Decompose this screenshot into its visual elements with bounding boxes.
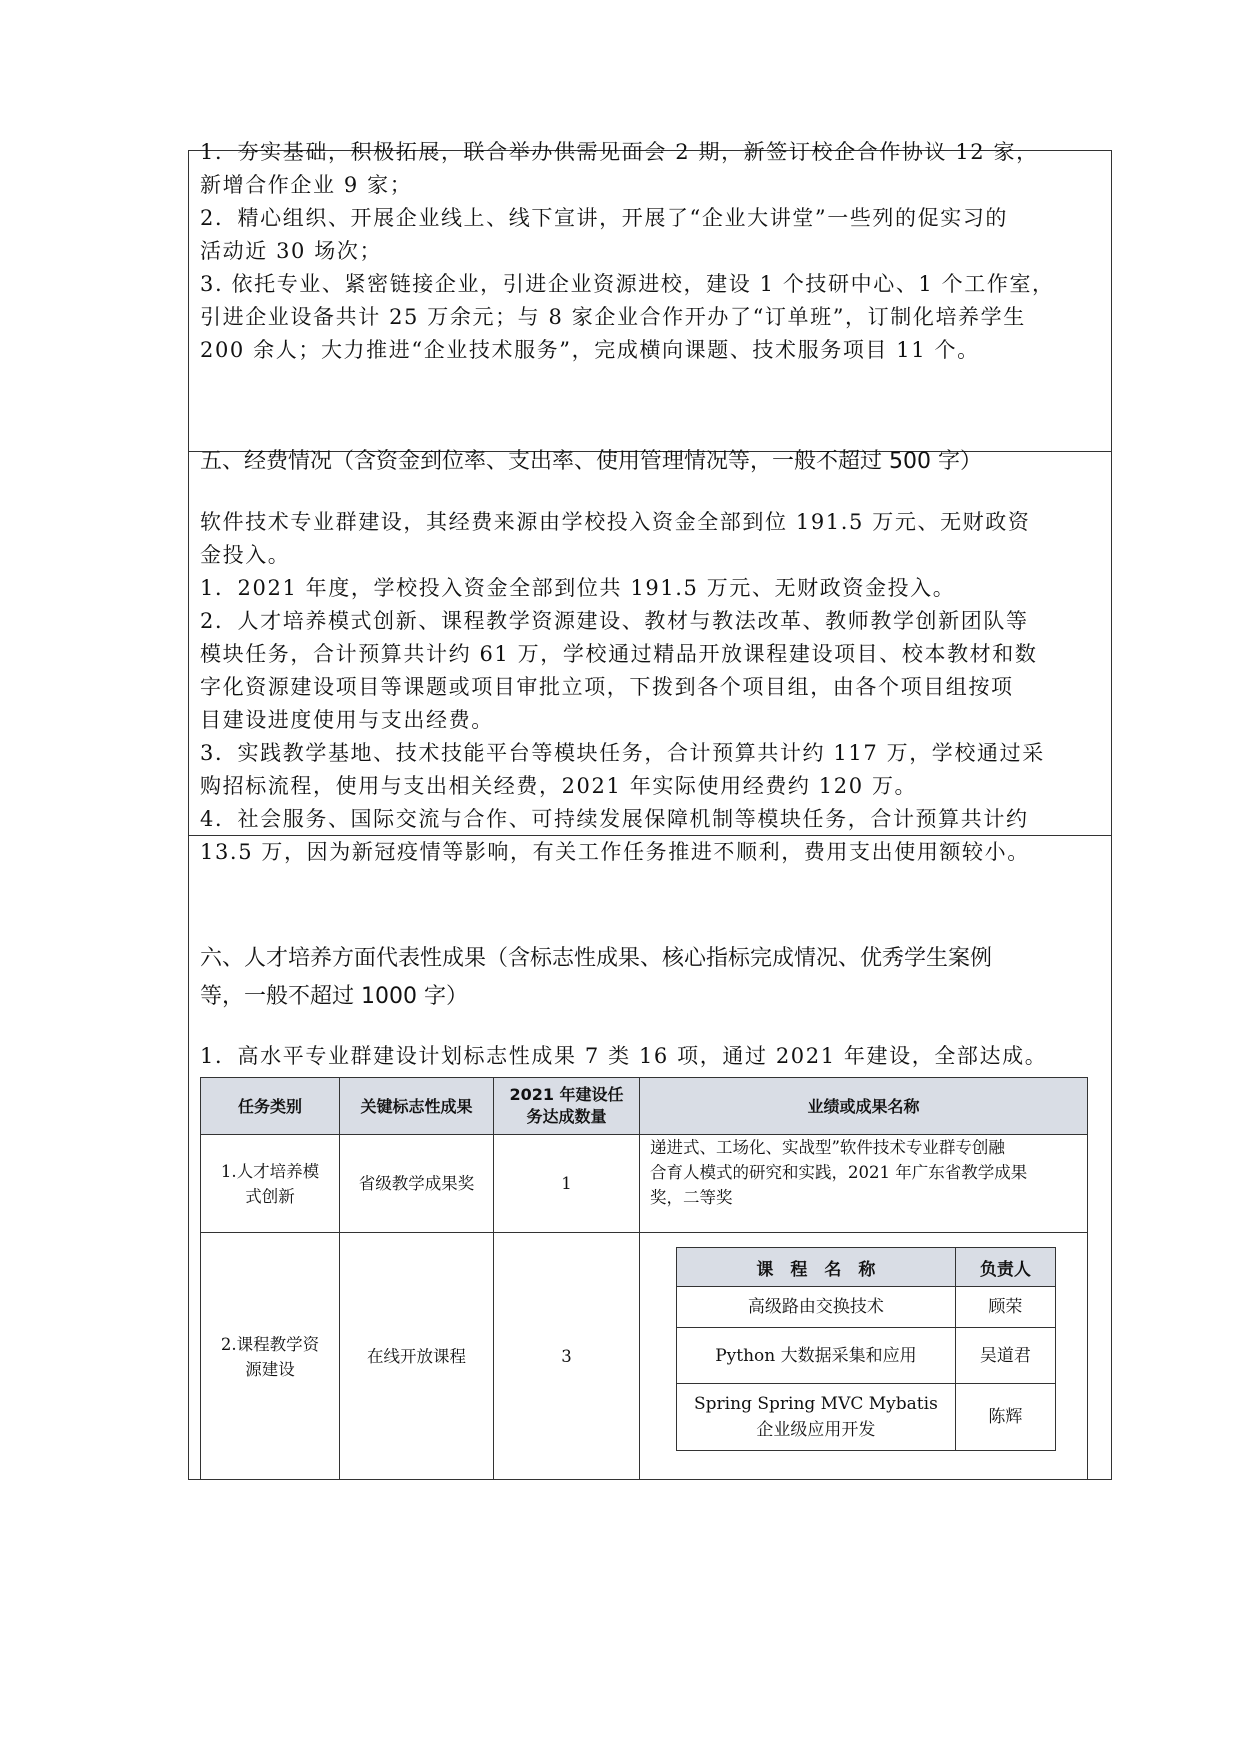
course-table-header xyxy=(677,1248,1056,1287)
table-row-1-key: 省级教学成果奖 xyxy=(340,1135,494,1233)
course-name-header: 课 程 名 称 xyxy=(677,1248,956,1287)
header-key-result: 关键标志性成果 xyxy=(340,1077,494,1135)
text-line: 字化资源建设项目等课题或项目审批立项，下拨到各个项目组，由各个项目组按项 xyxy=(200,675,1014,699)
section5-heading xyxy=(200,443,1105,481)
text-line: 活动近 30 场次； xyxy=(200,239,383,263)
section4-body xyxy=(200,136,1105,367)
table-row-1-result: 递进式、工场化、实战型”软件技术专业群专创融 合育人模式的研究和实践，2021 年广东省教学成果 奖，二等奖 xyxy=(640,1135,1088,1233)
heading-text: 六、人才培养方面代表性成果（含标志性成果、核心指标完成情况、优秀学生案例 xyxy=(200,946,993,971)
text-line: 软件技术专业群建设，其经费来源由学校投入资金全部到位 191.5 万元、无财政资 xyxy=(200,510,1031,534)
text-line: 1．夯实基础，积极拓展，联合举办供需见面会 2 期，新签订校企合作协议 12 家， xyxy=(200,140,1039,164)
section6-intro xyxy=(200,1040,1105,1073)
text-line: 4．社会服务、国际交流与合作、可持续发展保障机制等模块任务，合计预算共计约 xyxy=(200,807,1029,831)
table-row-2-category: 2.课程教学资 源建设 xyxy=(200,1233,340,1480)
course-row xyxy=(677,1384,1056,1451)
header-result-name: 业绩或成果名称 xyxy=(640,1077,1088,1135)
text-line: 3．实践教学基地、技术技能平台等模块任务，合计预算共计约 117 万，学校通过采 xyxy=(200,741,1045,765)
section5-body xyxy=(200,506,1105,869)
heading-text: 等，一般不超过 1000 字） xyxy=(200,984,468,1009)
course-owner: 陈辉 xyxy=(955,1384,1055,1451)
table-row-1-category: 1.人才培养模 式创新 xyxy=(200,1135,340,1233)
course-row xyxy=(677,1287,1056,1328)
course-owner-header: 负责人 xyxy=(955,1248,1055,1287)
text-line: 引进企业设备共计 25 万余元；与 8 家企业合作开办了“订单班”，订制化培养学生 xyxy=(200,305,1026,329)
text-line: 目建设进度使用与支出经费。 xyxy=(200,708,494,732)
course-owner: 吴道君 xyxy=(955,1328,1055,1384)
table-row-1-count: 1 xyxy=(494,1135,640,1233)
course-name: Spring Spring MVC Mybatis 企业级应用开发 xyxy=(677,1384,956,1451)
text-line: 13.5 万，因为新冠疫情等影响，有关工作任务推进不顺利，费用支出使用额较小。 xyxy=(200,840,1030,864)
course-name: Python 大数据采集和应用 xyxy=(677,1328,956,1384)
text-line: 3. 依托专业、紧密链接企业，引进企业资源进校，建设 1 个技研中心、1 个工作室， xyxy=(200,272,1055,296)
text-line: 200 余人；大力推进“企业技术服务”，完成横向课题、技术服务项目 11 个。 xyxy=(200,338,980,362)
achievements-table xyxy=(200,1077,1088,1480)
table-row-2-key: 在线开放课程 xyxy=(340,1233,494,1480)
text-line: 1．2021 年度，学校投入资金全部到位共 191.5 万元、无财政资金投入。 xyxy=(200,576,956,600)
course-table xyxy=(676,1247,1056,1451)
table-row-2-count: 3 xyxy=(494,1233,640,1480)
course-owner: 顾荣 xyxy=(955,1287,1055,1328)
text-line: 1．高水平专业群建设计划标志性成果 7 类 16 项，通过 2021 年建设，全部达成。 xyxy=(200,1044,1048,1068)
course-name: 高级路由交换技术 xyxy=(677,1287,956,1328)
text-line: 2．人才培养模式创新、课程教学资源建设、教材与教法改革、教师教学创新团队等 xyxy=(200,609,1029,633)
header-category: 任务类别 xyxy=(200,1077,340,1135)
heading-text: 五、经费情况（含资金到位率、支出率、使用管理情况等，一般不超过 500 字） xyxy=(200,449,982,474)
course-row xyxy=(677,1328,1056,1384)
text-line: 新增合作企业 9 家； xyxy=(200,173,413,197)
text-line: 2．精心组织、开展企业线上、线下宣讲，开展了“企业大讲堂”一些列的促实习的 xyxy=(200,206,1009,230)
section6-heading xyxy=(200,940,1105,1016)
header-count: 2021 年建设任 务达成数量 xyxy=(494,1077,640,1135)
text-line: 购招标流程，使用与支出相关经费，2021 年实际使用经费约 120 万。 xyxy=(200,774,918,798)
text-line: 模块任务，合计预算共计约 61 万，学校通过精品开放课程建设项目、校本教材和数 xyxy=(200,642,1038,666)
text-line: 金投入。 xyxy=(200,543,291,567)
